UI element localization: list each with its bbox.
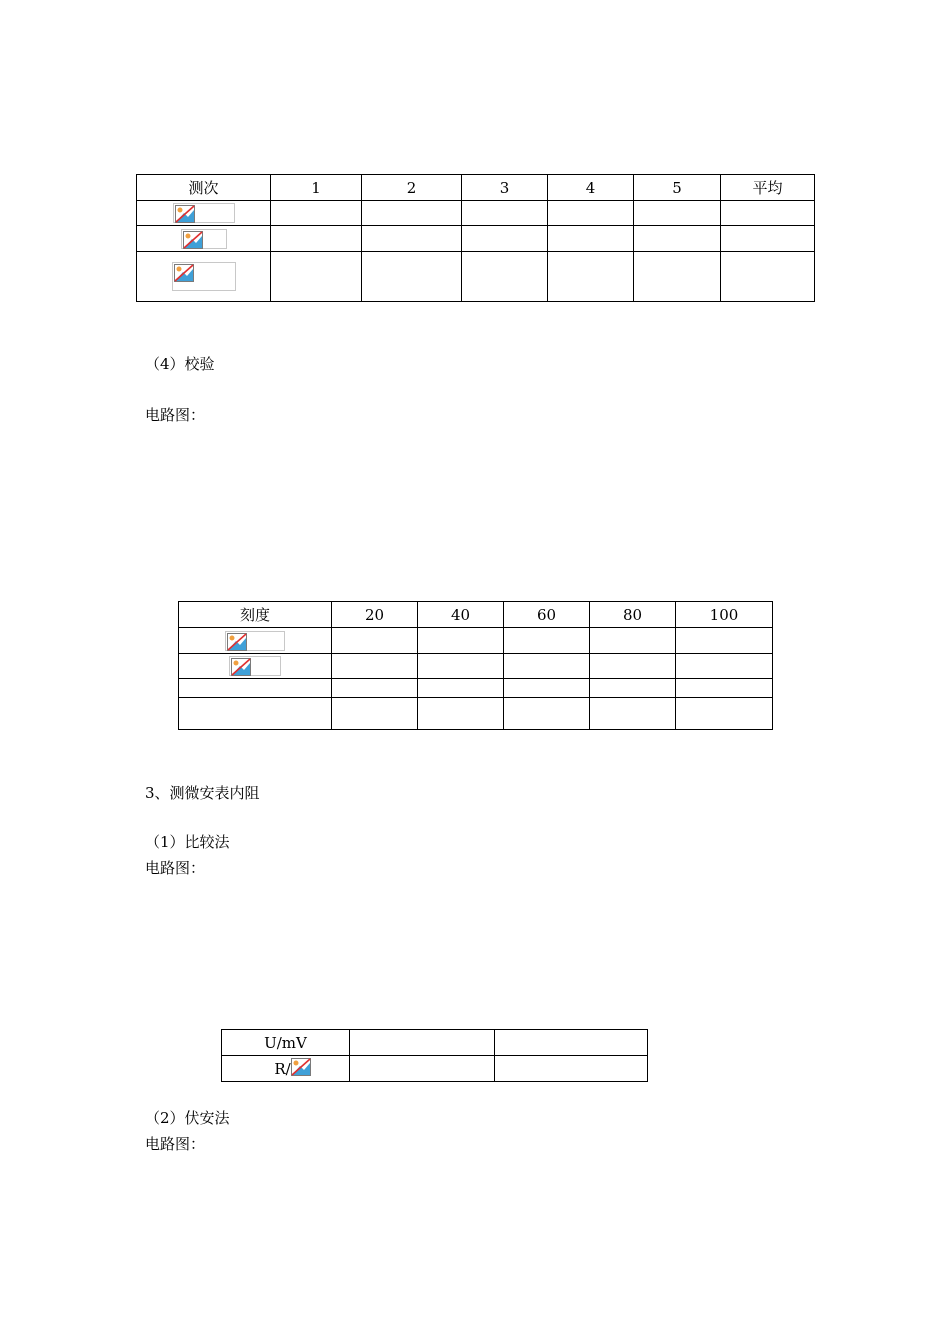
table-row	[179, 628, 773, 654]
header-cell: 3	[462, 175, 548, 201]
row-label-cell	[222, 1056, 350, 1082]
row-label-cell	[179, 654, 332, 679]
header-cell: 4	[548, 175, 634, 201]
subsection-heading: （1）比较法	[145, 833, 230, 851]
table-header-row	[137, 175, 815, 201]
broken-image-icon	[181, 229, 227, 249]
table-row	[137, 226, 815, 252]
broken-image-icon	[172, 262, 236, 291]
table-row	[137, 252, 815, 302]
header-cell: 测次	[137, 175, 271, 201]
table-row	[137, 201, 815, 226]
broken-image-icon	[173, 203, 235, 223]
table-row	[179, 679, 773, 698]
header-cell: 60	[504, 602, 590, 628]
table-row	[179, 698, 773, 730]
header-cell: 40	[418, 602, 504, 628]
section-heading: 3、测微安表内阻	[145, 784, 260, 802]
measurement-table	[136, 174, 815, 302]
header-cell: 80	[590, 602, 676, 628]
section-heading: （4）校验	[145, 355, 215, 373]
row-label-cell	[137, 252, 271, 302]
table-row	[222, 1056, 648, 1082]
broken-image-icon	[229, 656, 281, 676]
header-cell: 1	[271, 175, 362, 201]
comparison-table	[221, 1029, 648, 1082]
table-header-row	[179, 602, 773, 628]
circuit-label: 电路图：	[145, 1135, 206, 1153]
header-cell: 平均	[721, 175, 815, 201]
row-label-cell	[137, 201, 271, 226]
circuit-label: 电路图：	[145, 406, 206, 424]
circuit-label: 电路图：	[145, 859, 206, 877]
resistance-label: R/	[274, 1059, 291, 1078]
row-label-cell: U/mV	[222, 1030, 350, 1056]
header-cell: 5	[634, 175, 721, 201]
table-row	[179, 654, 773, 679]
broken-image-icon	[291, 1057, 311, 1081]
row-label-cell	[137, 226, 271, 252]
header-cell: 20	[332, 602, 418, 628]
row-label-cell	[179, 628, 332, 654]
header-cell: 100	[676, 602, 773, 628]
broken-image-icon	[225, 631, 285, 651]
calibration-table	[178, 601, 773, 730]
header-cell: 2	[362, 175, 462, 201]
subsection-heading: （2）伏安法	[145, 1109, 230, 1127]
table-row	[222, 1030, 648, 1056]
header-cell: 刻度	[179, 602, 332, 628]
